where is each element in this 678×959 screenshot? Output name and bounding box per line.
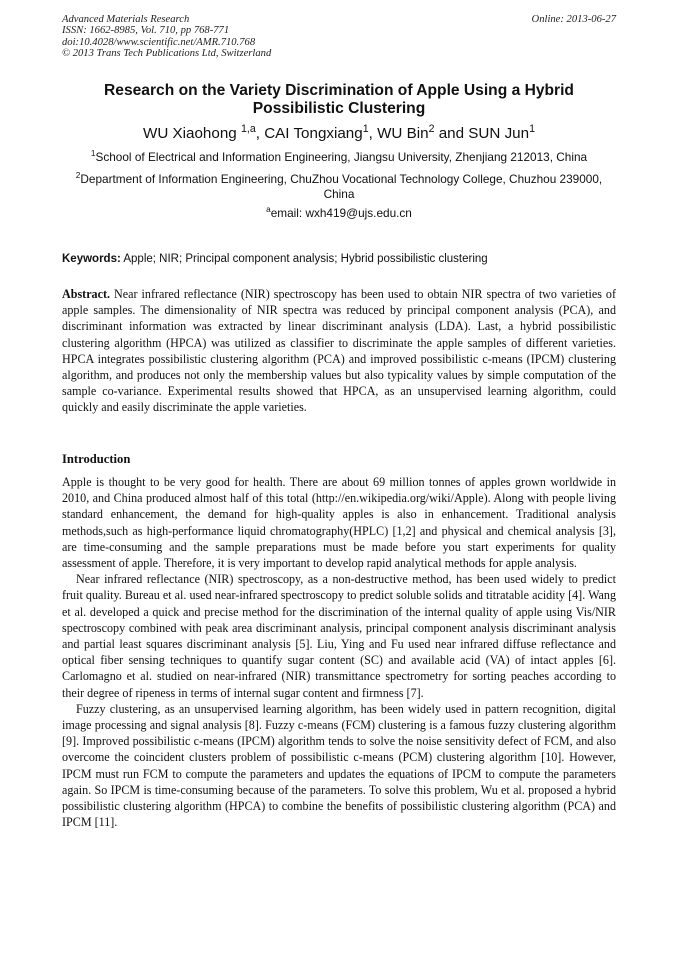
author-separator: , (255, 125, 265, 142)
affiliation-2 (60, 172, 618, 202)
abstract (62, 286, 616, 416)
author-separator: , (368, 125, 378, 142)
email-mark: a (266, 205, 271, 215)
author-name: CAI Tongxiang (264, 125, 363, 142)
online-date: Online: 2013-06-27 (531, 14, 616, 25)
author-affiliation-mark: 1 (529, 122, 535, 135)
intro-paragraph-2: Near infrared reflectance (NIR) spectroscopy, as a non-destructive method, has been used widely to predict fruit quality. Bureau et al. used near-infrared spectroscopy to predict soluble solids and titratable acidity [4]. Wang et al. developed a quick and precise method for the discrimination of the internal quality of apple using Vis/NIR spectroscopy combined with peak area discriminant analysis, principal component analysis discriminant analysis and partial least squares discriminant analysis [5]. Liu, Ying and Fu used near infrared diffuse reflectance and optical fiber sensing techniques to quantify sugar content (SC) and available acid (VA) of intact apples [6]. Carlomagno et al. studied on near-infrared (NIR) transmittance spectrometry for sorting peaches according to their degree of ripeness in terms of internal sugar content and firmness [7]. (62, 572, 616, 700)
affiliation-text: Department of Information Engineering, ChuZhou Vocational Technology College, Chuzhou 239000, China (80, 172, 603, 201)
copyright-line: © 2013 Trans Tech Publications Ltd, Switzerland (62, 48, 272, 60)
section-heading-introduction: Introduction (62, 452, 131, 466)
abstract-label: Abstract. (62, 287, 111, 301)
intro-paragraph-1: Apple is thought to be very good for health. There are about 69 million tonnes of apples grown worldwide in 2010, and China produced almost half of this total (http://en.wikipedia.org/wiki/Apple). Along with people living standard enhancement, the demand for high-quality apples is also in enhancement. Traditional analysis methods,such as high-performance liquid chromatography(HPLC) [1,2] and physical and chemical analysis [3], are time-consuming and the sample preparations must be made before you start experiments for quality assessment of apple. Therefore, it is very important to develop rapid analytical methods for apple analysis. (62, 475, 616, 571)
keywords-text: Apple; NIR; Principal component analysis; Hybrid possibilistic clustering (123, 253, 488, 265)
author-affiliation-mark: 2 (428, 122, 435, 135)
keywords-label: Keywords: (62, 253, 121, 265)
author-name: WU Bin (377, 125, 429, 142)
title-line-1: Research on the Variety Discrimination of Apple Using a Hybrid (104, 82, 574, 99)
intro-paragraph-3: Fuzzy clustering, as an unsupervised learning algorithm, has been widely used in pattern recognition, digital image processing and signal analysis [8]. Fuzzy c-means (FCM) clustering is a famous fuzzy clustering algorithm [9]. Improved possibilistic c-means (IPCM) algorithm tends to solve the noise sensitivity defect of FCM, and also overcome the coincident clusters problem of possibilistic c-means (PCM) clustering algorithm [10]. However, IPCM must run FCM to compute the parameters and updates the equations of IPCM to compute the parameters again. So IPCM is time-consuming because of the parameters. To solve this problem, Wu et al. proposed a hybrid possibilistic clustering algorithm (HPCA) to combine the benefits of possibilistic clustering algorithm (PCA) and IPCM [11]. (62, 701, 616, 830)
affiliation-mark: 1 (90, 149, 96, 159)
affiliation-mark: 2 (75, 171, 81, 181)
author-list (40, 124, 638, 143)
abstract-text: Near infrared reflectance (NIR) spectroscopy has been used to obtain NIR spectra of two varieties of apple samples. The dimensionality of NIR spectra was reduced by principal component analysis (PCA), and discriminant information was extracted by linear discriminant analysis (LDA). Last, a hybrid possibilistic clustering algorithm (HPCA) was utilized as classifier to discriminate the apple samples of different varieties. HPCA integrates possibilistic clustering algorithm (PCA) and improved possibilistic c-means (IPCM) clustering algorithm, and produces not only the membership values but also typicality values by simple computation of the sample co-variance. Experimental results showed that HPCA, as an unsupervised learning algorithm, could quickly and easily discriminate the apple varieties. (62, 287, 616, 415)
title-line-2: Possibilistic Clustering (252, 100, 426, 117)
journal-name: Advanced Materials Research (62, 14, 190, 25)
author-name: SUN Jun (468, 125, 530, 142)
author-affiliation-mark: 1,a (240, 122, 256, 135)
author-and: and (434, 125, 469, 142)
issn-line: ISSN: 1662-8985, Vol. 710, pp 768-771 (62, 25, 230, 37)
author-affiliation-mark: 1 (362, 122, 369, 135)
introduction-body (62, 474, 616, 830)
author-name: WU Xiaohong (143, 125, 237, 142)
journal-header (62, 14, 616, 60)
contact-email (40, 206, 638, 221)
affiliation-1 (60, 150, 618, 165)
doi-line: doi:10.4028/www.scientific.net/AMR.710.768 (62, 36, 256, 48)
affiliation-text: School of Electrical and Information Engineering, Jiangsu University, Zhenjiang 212013, China (95, 150, 588, 164)
keywords (62, 252, 616, 266)
email-text: email: wxh419@ujs.edu.cn (270, 206, 412, 220)
paper-title (40, 82, 638, 118)
